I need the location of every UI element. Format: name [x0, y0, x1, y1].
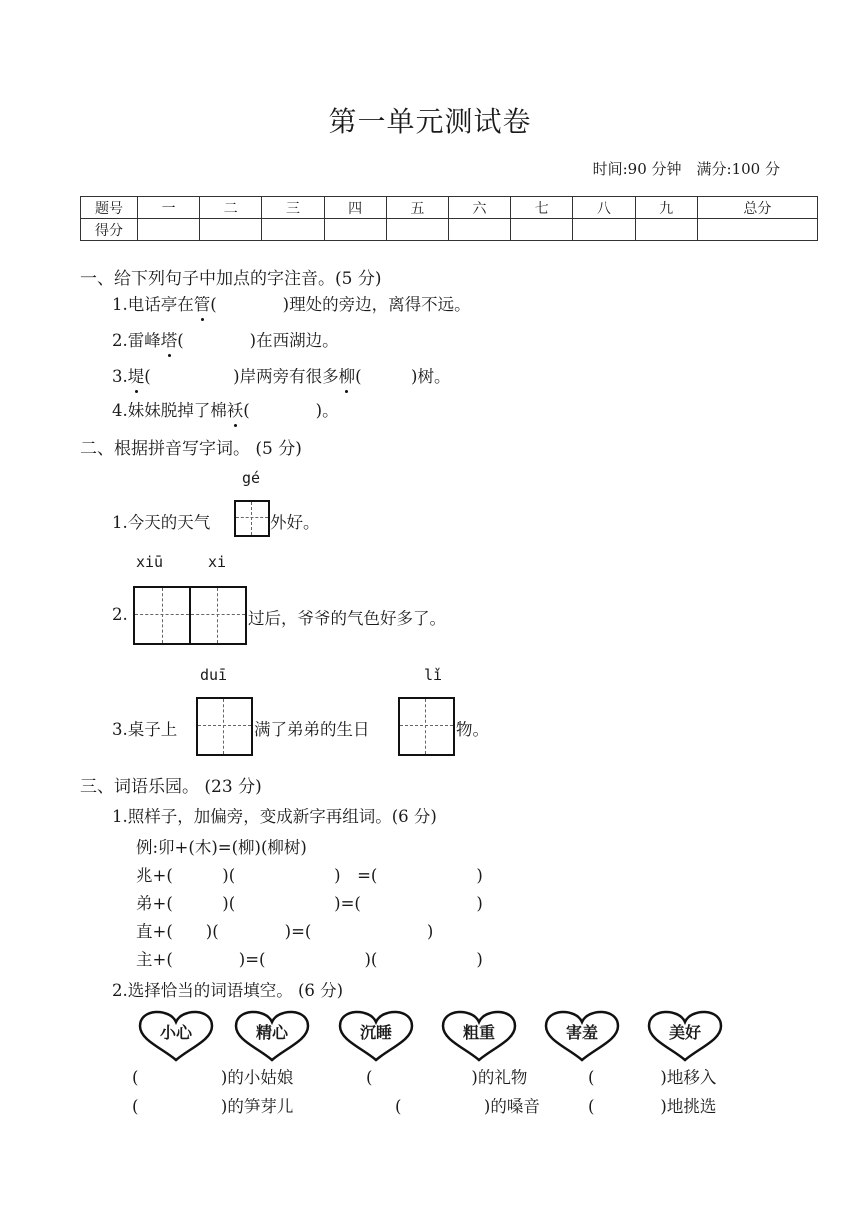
pinyin: xiū — [136, 553, 164, 571]
dotted-char: 管 — [193, 295, 211, 314]
word-card-label: 小心 — [159, 1023, 192, 1042]
text: ( )树。 — [355, 367, 451, 386]
word-card-heart — [645, 1006, 725, 1062]
s2-q1-text-a: 1.今天的天气 — [112, 513, 211, 532]
dotted-char: 柳 — [338, 367, 356, 386]
fill-blank: ( )的小姑娘 — [132, 1068, 294, 1087]
word-card-label: 害羞 — [565, 1023, 598, 1042]
text: 3. — [112, 367, 128, 386]
s3-row: 直+( )( )=( ) — [136, 922, 434, 941]
pinyin: xi — [208, 553, 227, 571]
score-input-cell[interactable] — [448, 219, 510, 241]
s1-question-1 — [112, 291, 471, 315]
score-input-cell[interactable] — [573, 219, 635, 241]
score-input-cell[interactable] — [697, 219, 817, 241]
score-input-cell[interactable] — [324, 219, 386, 241]
dotted-char: 堤 — [127, 367, 145, 386]
table-cell: 三 — [262, 197, 324, 219]
text: ( )岸两旁有很多 — [144, 367, 339, 386]
table-cell: 五 — [386, 197, 448, 219]
fill-blank: ( )的嗓音 — [395, 1097, 540, 1116]
s3-part2-heading: 2.选择恰当的词语填空。 (6 分) — [112, 981, 344, 1000]
s1-question-2 — [112, 327, 339, 351]
text: 1.电话亭在 — [112, 295, 194, 314]
table-cell: 题号 — [81, 197, 138, 219]
s2-q1-text-b: 外好。 — [270, 513, 320, 532]
score-input-cell[interactable] — [635, 219, 697, 241]
text: 2.雷峰 — [112, 331, 161, 350]
dotted-char: 袄 — [226, 401, 244, 420]
exam-meta: 时间:90 分钟 满分:100 分 — [592, 160, 780, 178]
word-card-heart — [232, 1006, 312, 1062]
s3-row: 弟+( )( )=( ) — [136, 894, 483, 913]
writing-grid[interactable] — [398, 697, 455, 756]
score-input-cell[interactable] — [262, 219, 324, 241]
word-card-label: 粗重 — [462, 1023, 495, 1042]
word-card-heart — [136, 1006, 216, 1062]
score-input-cell[interactable] — [200, 219, 262, 241]
fill-blank: ( )的礼物 — [366, 1068, 528, 1087]
word-card-heart — [542, 1006, 622, 1062]
table-cell: 总分 — [697, 197, 817, 219]
s2-q2-text-b: 过后，爷爷的气色好多了。 — [248, 609, 446, 628]
s2-q2-text-a: 2. — [112, 605, 128, 624]
table-cell: 七 — [511, 197, 573, 219]
word-card-label: 美好 — [668, 1023, 701, 1042]
pinyin: lǐ — [424, 666, 443, 684]
page-title: 第一单元测试卷 — [328, 105, 532, 138]
s2-q3-text-a: 3.桌子上 — [112, 720, 178, 739]
word-card-label: 精心 — [255, 1023, 288, 1042]
text: ( )理处的旁边，离得不远。 — [210, 295, 471, 314]
word-card-label: 沉睡 — [359, 1023, 392, 1042]
s3-row: 主+( )=( )( ) — [136, 950, 483, 969]
s2-q3-text-c: 物。 — [456, 720, 489, 739]
s3-example: 例:卯+(木)=(柳)(柳树) — [136, 838, 307, 857]
section-1-heading: 一、给下列句子中加点的字注音。(5 分) — [80, 269, 382, 289]
fill-blank: ( )地移入 — [588, 1068, 717, 1087]
table-cell: 一 — [138, 197, 200, 219]
table-cell: 四 — [324, 197, 386, 219]
word-card-heart — [439, 1006, 519, 1062]
table-cell: 二 — [200, 197, 262, 219]
score-input-cell[interactable] — [386, 219, 448, 241]
score-table-score-row — [81, 219, 818, 241]
dotted-char: 塔 — [160, 331, 178, 350]
fill-blank: ( )的笋芽儿 — [132, 1097, 294, 1116]
s1-question-4 — [112, 397, 339, 421]
writing-grid[interactable] — [234, 500, 270, 537]
s3-row: 兆+( )( ) =( ) — [136, 866, 483, 885]
table-cell: 六 — [448, 197, 510, 219]
s1-question-3 — [112, 363, 451, 387]
section-3-heading: 三、词语乐园。 (23 分) — [80, 777, 262, 797]
score-input-cell[interactable] — [511, 219, 573, 241]
pinyin: gé — [242, 469, 261, 487]
table-cell: 九 — [635, 197, 697, 219]
score-table — [80, 196, 818, 241]
table-cell: 八 — [573, 197, 635, 219]
score-input-cell[interactable] — [138, 219, 200, 241]
score-table-header-row — [81, 197, 818, 219]
section-2-heading: 二、根据拼音写字词。 (5 分) — [80, 439, 302, 459]
text: ( )。 — [243, 401, 339, 420]
pinyin: duī — [200, 666, 228, 684]
s3-part1-heading: 1.照样子，加偏旁，变成新字再组词。(6 分) — [112, 807, 437, 826]
fill-blank: ( )地挑选 — [588, 1097, 717, 1116]
s2-q3-text-b: 满了弟弟的生日 — [254, 720, 370, 739]
text: 4.妹妹脱掉了棉 — [112, 401, 227, 420]
text: ( )在西湖边。 — [177, 331, 339, 350]
word-card-heart — [336, 1006, 416, 1062]
writing-grid[interactable] — [196, 697, 253, 756]
writing-grid[interactable] — [133, 586, 247, 645]
table-cell: 得分 — [81, 219, 138, 241]
